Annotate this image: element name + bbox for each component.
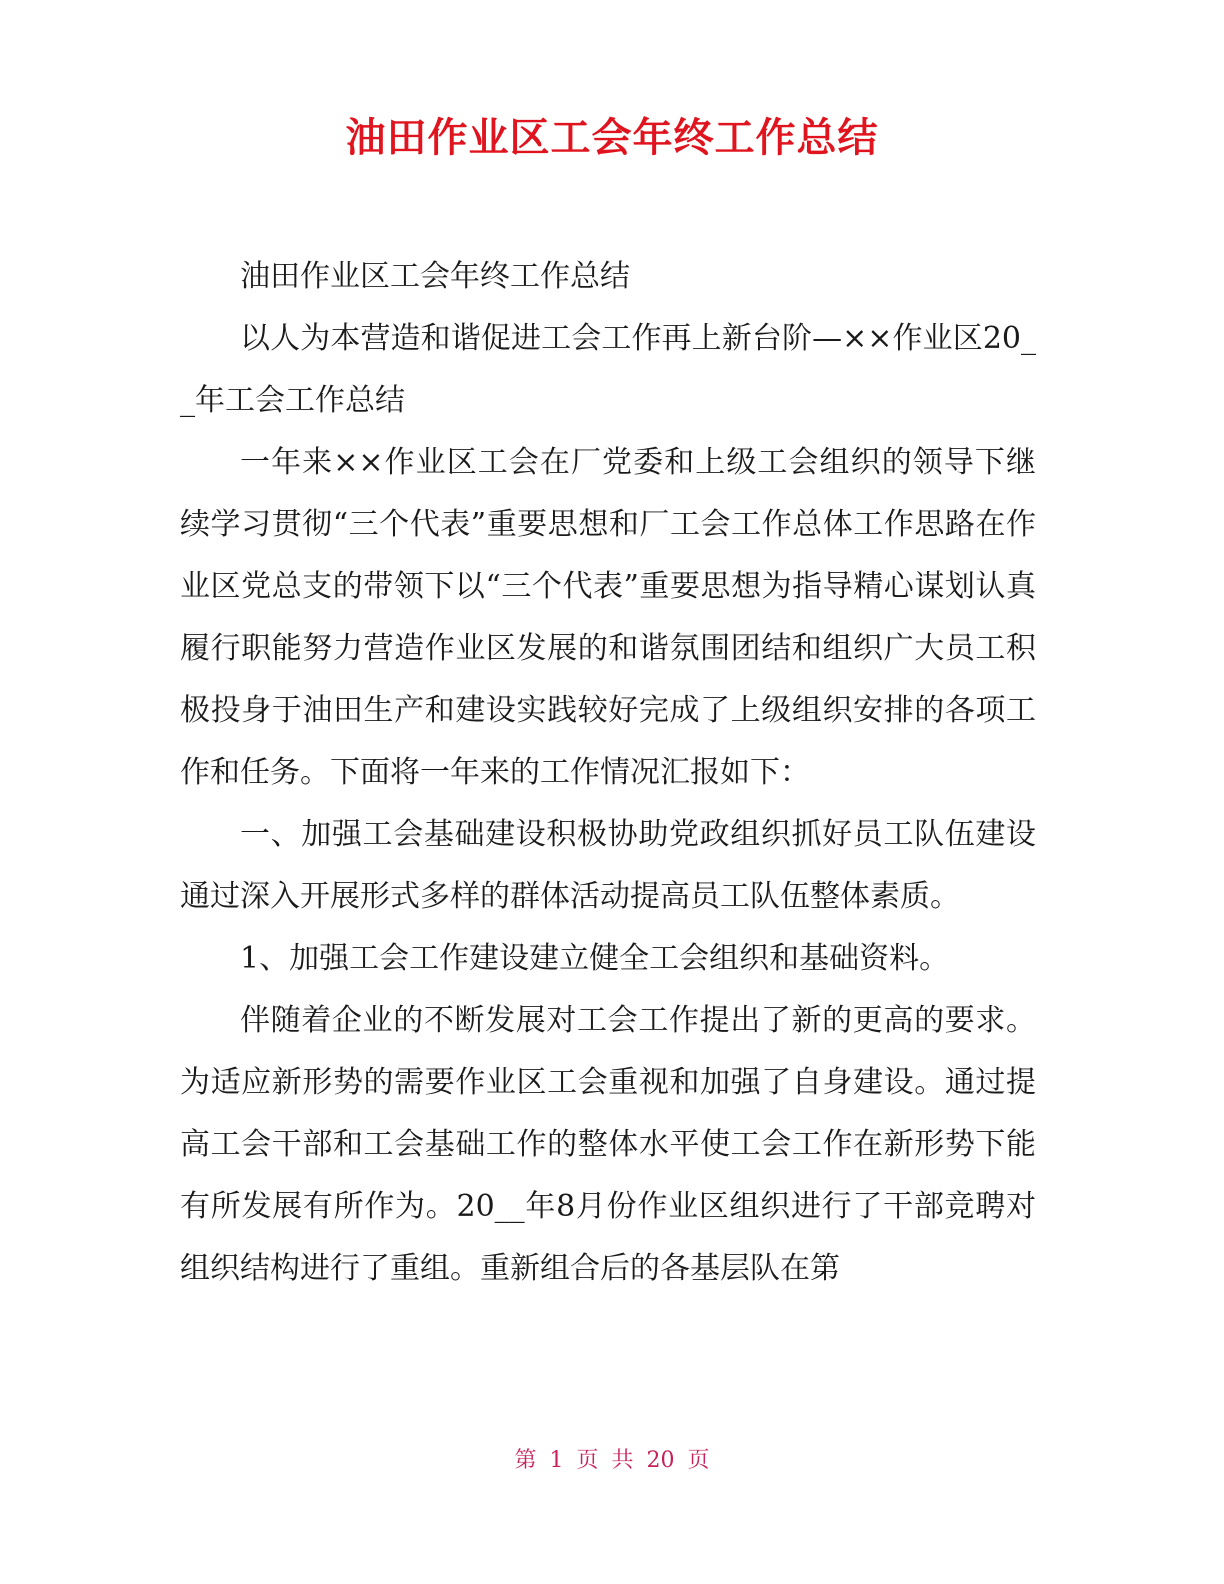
page-number-footer: 第 1 页 共 20 页 [514,1448,710,1473]
paragraph-heading: 以人为本营造和谐促进工会工作再上新台阶—××作业区20__年工会工作总结 [180,321,1036,418]
paragraph-section-one: 一、加强工会基础建设积极协助党政组织抓好员工队伍建设通过深入开展形式多样的群体活动提高员工队伍整体素质。 [180,817,1036,914]
paragraph-item-one: 1、加强工会工作建设建立健全工会组织和基础资料。 [240,941,950,976]
paragraph-intro: 一年来××作业区工会在厂党委和上级工会组织的领导下继续学习贯彻“三个代表”重要思想和厂工会工作总体工作思路在作业区党总支的带领下以“三个代表”重要思想为指导精心谋划认真履行职能努力营造作业区发展的和谐氛围团结和组织广大员工积极投身于油田生产和建设实践较好完成了上级组织安排的各项工作和任务。下面将一年来的工作情况汇报如下： [180,445,1036,790]
document-title: 油田作业区工会年终工作总结 [345,114,879,161]
document-body [180,246,1036,1300]
paragraph-body: 伴随着企业的不断发展对工会工作提出了新的更高的要求。为适应新形势的需要作业区工会重视和加强了自身建设。通过提高工会干部和工会基础工作的整体水平使工会工作在新形势下能有所发展有所作为。20__年8月份作业区组织进行了干部竞聘对组织结构进行了重组。重新组合后的各基层队在第 [180,1003,1036,1286]
paragraph-subtitle: 油田作业区工会年终工作总结 [240,259,630,294]
